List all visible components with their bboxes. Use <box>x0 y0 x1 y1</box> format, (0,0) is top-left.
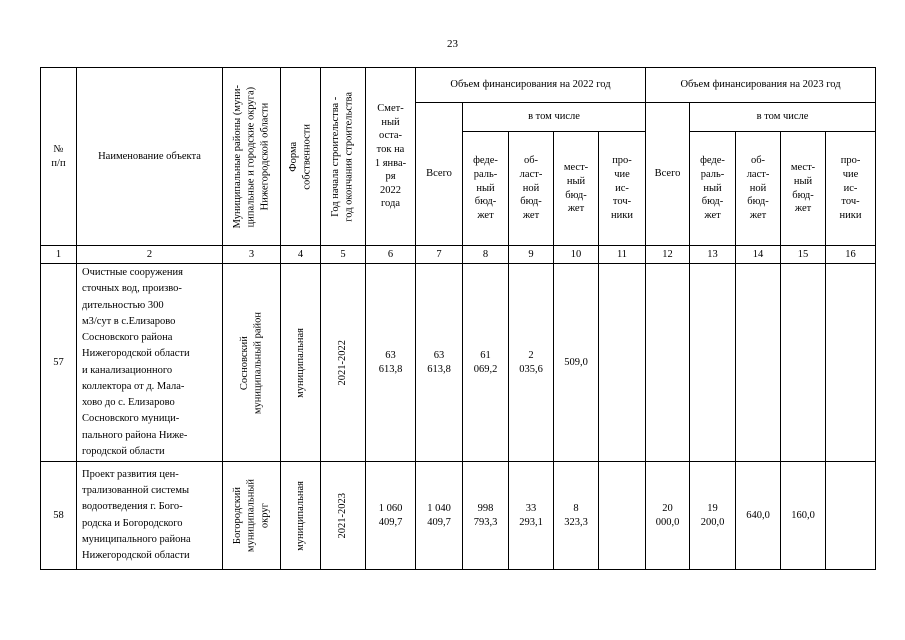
column-number: 12 <box>646 246 690 264</box>
header-federal-2023: феде- раль- ный бюд- жет <box>690 132 736 246</box>
district-cell <box>223 462 281 570</box>
header-regional-2023: об- ласт- ной бюд- жет <box>736 132 781 246</box>
header-local-2022: мест- ный бюд- жет <box>554 132 599 246</box>
total-2023 <box>646 264 690 462</box>
regional-2023 <box>736 264 781 462</box>
district: Сосновский муниципальный район <box>238 311 264 414</box>
column-number: 14 <box>736 246 781 264</box>
federal-2023 <box>690 264 736 462</box>
total-2022: 1 040 409,7 <box>416 462 463 570</box>
regional-2023: 640,0 <box>736 462 781 570</box>
header-years: Год начала строительства - год окончания строительства <box>330 91 355 222</box>
financing-table <box>40 67 876 570</box>
page-number: 23 <box>447 38 458 50</box>
estimate-balance: 1 060 409,7 <box>366 462 416 570</box>
header-fin-2022: Объем финансирования на 2022 год <box>416 68 646 103</box>
ownership-form-cell <box>281 264 321 462</box>
local-2023: 160,0 <box>781 462 826 570</box>
header-years-cell <box>321 68 366 246</box>
header-local-2023: мест- ный бюд- жет <box>781 132 826 246</box>
district-cell <box>223 264 281 462</box>
header-including-2023: в том числе <box>690 103 876 132</box>
ownership-form: муниципальная <box>294 327 306 398</box>
object-name: Очистные сооружения сточных вод, произво- дительностью 300 м3/сут в с.Елизарово Сосновского района Нижегородской области и канализационного коллектора от д. Мала- хово до с. Елизарово Сосновского муници- пального района Ниже- городской области <box>77 264 223 462</box>
column-number: 13 <box>690 246 736 264</box>
row-num: 57 <box>41 264 77 462</box>
header-district-cell <box>223 68 281 246</box>
header-form: Форма собственности <box>287 123 313 190</box>
column-number: 7 <box>416 246 463 264</box>
column-number: 3 <box>223 246 281 264</box>
header-estimate: Смет- ный оста- ток на 1 янва- ря 2022 года <box>366 68 416 246</box>
regional-2022: 2 035,6 <box>509 264 554 462</box>
total-2022: 63 613,8 <box>416 264 463 462</box>
header-form-cell <box>281 68 321 246</box>
column-number: 9 <box>509 246 554 264</box>
other-2022 <box>599 462 646 570</box>
column-number: 1 <box>41 246 77 264</box>
header-regional-2022: об- ласт- ной бюд- жет <box>509 132 554 246</box>
column-number: 10 <box>554 246 599 264</box>
header-fin-2023: Объем финансирования на 2023 год <box>646 68 876 103</box>
header-num: № п/п <box>41 68 77 246</box>
header-total-2023: Всего <box>646 103 690 246</box>
header-other-2023: про- чие ис- точ- ники <box>826 132 876 246</box>
header-row-1 <box>41 68 876 103</box>
column-number: 5 <box>321 246 366 264</box>
local-2023 <box>781 264 826 462</box>
header-including-2022: в том числе <box>463 103 646 132</box>
column-number: 6 <box>366 246 416 264</box>
header-district: Муниципальные районы (муни- ципальные и городские округа) Нижегородской области <box>232 84 271 229</box>
table-row <box>41 462 876 570</box>
other-2022 <box>599 264 646 462</box>
construction-years-cell <box>321 264 366 462</box>
column-number: 11 <box>599 246 646 264</box>
ownership-form-cell <box>281 462 321 570</box>
header-name: Наименование объекта <box>77 68 223 246</box>
column-number: 2 <box>77 246 223 264</box>
federal-2022: 998 793,3 <box>463 462 509 570</box>
column-number: 8 <box>463 246 509 264</box>
ownership-form: муниципальная <box>294 480 306 551</box>
column-number: 16 <box>826 246 876 264</box>
header-total-2022: Всего <box>416 103 463 246</box>
row-num: 58 <box>41 462 77 570</box>
header-other-2022: про- чие ис- точ- ники <box>599 132 646 246</box>
object-name: Проект развития цен- трализованной системы водоотведения г. Бого- родска и Богородского муниципального района Нижегородской области <box>77 462 223 570</box>
regional-2022: 33 293,1 <box>509 462 554 570</box>
estimate-balance: 63 613,8 <box>366 264 416 462</box>
column-numbers-row <box>41 246 876 264</box>
column-number: 15 <box>781 246 826 264</box>
table-row <box>41 264 876 462</box>
local-2022: 8 323,3 <box>554 462 599 570</box>
federal-2022: 61 069,2 <box>463 264 509 462</box>
header-federal-2022: феде- раль- ный бюд- жет <box>463 132 509 246</box>
other-2023 <box>826 462 876 570</box>
total-2023: 20 000,0 <box>646 462 690 570</box>
construction-years: 2021-2022 <box>337 339 349 386</box>
column-number: 4 <box>281 246 321 264</box>
construction-years-cell <box>321 462 366 570</box>
federal-2023: 19 200,0 <box>690 462 736 570</box>
district: Богородский муниципальный округ <box>232 479 271 553</box>
local-2022: 509,0 <box>554 264 599 462</box>
other-2023 <box>826 264 876 462</box>
construction-years: 2021-2023 <box>337 492 349 539</box>
